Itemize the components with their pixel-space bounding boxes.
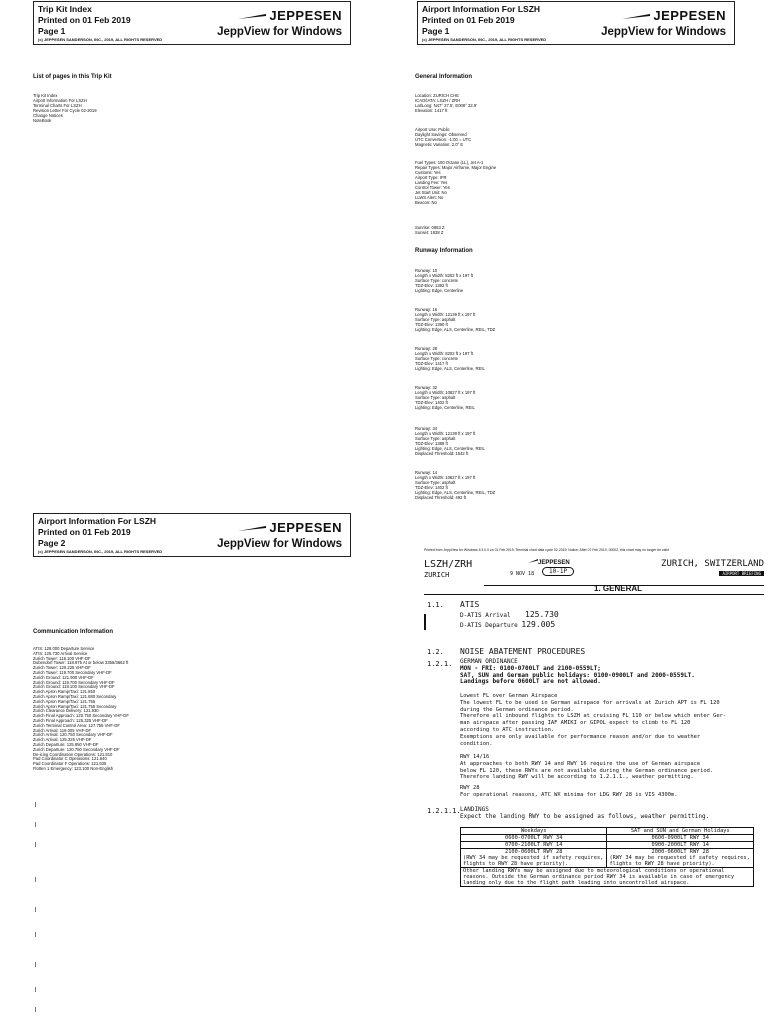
text-line: The lowest FL to be used in German airspace for arrivals at Zurich APT is FL 120 [460, 699, 720, 706]
info-line: Displaced Threshold: 1542 ft [415, 451, 469, 456]
brand-name: JEPPESEN [269, 8, 342, 23]
info-line: Length x Width: 12139 ft x 197 ft [415, 431, 476, 436]
info-line: Sunrise: 0653 Z [415, 225, 445, 230]
table-cell: 0600-0700LT RWY 34 [461, 835, 607, 842]
page-header [33, 1, 351, 45]
info-line: Landing Fee: Yes [415, 180, 448, 185]
page-title: Airport Information For LSZH [422, 4, 541, 14]
table-header-row [461, 828, 754, 835]
frequency-line: ATIS: 128.000 Departure Service [33, 646, 95, 651]
table-cell: 0900-2000LT RWY 14 [607, 842, 754, 849]
frequency-line: Zurich Arrival: 125.325 VHF-DF [33, 737, 92, 743]
text-line: according to ATC instruction. [460, 726, 555, 733]
frequency-line: Zurich Tower: 120.225 VHF-DF [33, 665, 91, 671]
page-number: Page 2 [38, 538, 66, 548]
runway-block [415, 346, 485, 371]
airport-id: LSZH/ZRH [424, 559, 473, 570]
swoosh-icon [238, 14, 266, 20]
subsection-heading: GERMAN ORDINANCE [460, 658, 518, 665]
info-line: Surface Type: asphalt [415, 317, 456, 322]
info-line: Surface Type: concrete [415, 278, 458, 283]
copyright: (c) JEPPESEN SANDERSON, INC., 2019, ALL RIGHTS RESERVED [38, 37, 163, 42]
margin-marks [35, 802, 37, 1022]
info-line: Location: ZURICH CHE [415, 93, 459, 98]
info-line: TDZ-Elev: 1388 ft [415, 441, 448, 446]
info-line: Lighting: Edge, ALS, Centerline, REIL, TDZ [415, 327, 496, 332]
info-line: Lighting: Edge, ALS, Centerline, REIL [415, 366, 485, 371]
info-line: Daylight Savings: Observed [415, 132, 467, 137]
section-title: List of pages in this Trip Kit [33, 74, 112, 80]
communication-section-title: Communication Information [33, 629, 113, 635]
text-line: man airspace after passing IAF AMIKI or GIPOL expect to climb to FL 120 [460, 720, 691, 727]
table-row [461, 842, 754, 849]
table-cell [461, 849, 607, 868]
product-name: JeppView for Windows [217, 26, 342, 38]
table-row [461, 868, 754, 887]
section-number: 1.2.1. [427, 660, 453, 668]
info-line: ICAO/IATA: LSZH / ZRH [415, 98, 461, 103]
section-heading: ATIS [460, 600, 480, 609]
info-line: Airport Use: Public [415, 127, 450, 132]
info-line: Runway: 28 [415, 346, 438, 351]
info-line: UTC Conversion: -1:00 = UTC [415, 137, 472, 142]
info-line: Runway: 14 [415, 470, 438, 475]
general-info [415, 225, 445, 235]
runway-block [415, 268, 473, 293]
text-line: At approaches to both RWY 14 and RWY 16 require the use of German airspace [460, 760, 701, 767]
printed-date: Printed on 01 Feb 2019 [38, 15, 131, 25]
info-line: Sunset: 1638 Z [415, 230, 444, 235]
table-cell: 0600-0900LT RWY 34 [607, 835, 754, 842]
text-line: below FL 120, these RWYs are not available during the German ordinance period. [460, 767, 714, 774]
general-info [415, 160, 496, 205]
frequency-line: Pad Coordinator F Operations: 121.635 [33, 761, 107, 767]
frequency-line: Zurich Final Approach: 125.325 VHF-DF [33, 717, 108, 723]
info-line: Runway: 10 [415, 268, 438, 273]
cell-line: (RWY 34 may be requested if safety requires, flights to RWY 28 have priority). [609, 855, 750, 867]
info-line: Control Tower: Yes [415, 185, 450, 190]
list-item: Change Notices [33, 113, 63, 118]
divider [424, 594, 764, 595]
section-number: 1.2. [427, 648, 444, 656]
list-item: Terminal Charts For LSZH [33, 103, 82, 108]
chart-page-number: 10-1P [542, 567, 574, 576]
page-number: Page 1 [38, 26, 66, 36]
general-info [415, 93, 477, 113]
frequency-line: Zurich Departure: 120.750 Secondary VHF-DF [33, 746, 120, 752]
jeppesen-logo [238, 8, 342, 23]
page-header [33, 513, 351, 557]
info-line: Surface Type: asphalt [415, 436, 456, 441]
page-title: Trip Kit Index [38, 4, 92, 14]
info-line: Lighting: Edge, Centerline, REIL [415, 405, 475, 410]
landing-runway-table [460, 827, 754, 887]
chart-section-title: 1. GENERAL [594, 584, 643, 593]
printed-date: Printed on 01 Feb 2019 [38, 527, 131, 537]
info-line: Length x Width: 10827 ft x 197 ft [415, 475, 476, 480]
atis-arrival-freq: 125.730 [525, 610, 559, 619]
text-line: Therefore landing RWY will be according to 1.2.1.1., weather permitting. [460, 774, 694, 781]
info-line: Surface Type: concrete [415, 356, 458, 361]
section-number: 1.1. [427, 601, 444, 609]
text-heading: Lowest FL over German Airspace [460, 693, 558, 699]
info-line: Runway: 32 [415, 385, 438, 390]
info-line: TDZ-Elev: 1417 ft [415, 361, 448, 366]
section-number: 1.2.1.1. [427, 807, 461, 815]
page-number: Page 1 [422, 26, 450, 36]
info-line: Lighting: Edge, Centerline [415, 288, 464, 293]
trip-kit-index-page [0, 0, 384, 512]
airport-info-page-2 [0, 512, 384, 1024]
info-line: Magnetic Variation: 2.0° E [415, 142, 464, 147]
info-line: Customs: Yes [415, 170, 441, 175]
subsection-heading: LANDINGS [460, 806, 489, 813]
frequency-line: Zurich Ground: 118.100 Secondary VHF-DF [33, 684, 115, 690]
general-info [415, 127, 471, 147]
info-line: TDZ-Elev: 1390 ft [415, 322, 448, 327]
frequency-line: Pad Coordinator C Operations: 121.640 [33, 756, 107, 762]
table-cell: 0700-2100LT RWY 14 [461, 842, 607, 849]
info-line: Length x Width: 8202 ft x 197 ft [415, 273, 473, 278]
list-item: Trip Kit Index [33, 93, 58, 98]
chart-brand-name: JEPPESEN [538, 560, 570, 566]
frequency-line: Zurich Tower: 118.100 VHF-DF [33, 655, 91, 661]
rwy-14-16-block [460, 754, 760, 781]
jeppesen-logo [238, 520, 342, 535]
frequency-line: Zurich Arrival: 118.005 VHF-DF [33, 727, 92, 733]
runway-block [415, 426, 485, 456]
list-item: Revision Letter For Cycle 02-2019 [33, 108, 97, 113]
info-line: Length x Width: 10827 ft x 197 ft [415, 390, 476, 395]
table-row [461, 849, 754, 868]
info-line: Surface Type: asphalt [415, 480, 456, 485]
info-line: Length x Width: 12139 ft x 197 ft [415, 312, 476, 317]
atis-frequencies [460, 610, 760, 630]
airport-info-page-1 [384, 0, 768, 512]
text-line: For operational reasons, ATC WX minima for LDG RWY 28 is VIS 4300m. [460, 791, 678, 798]
atis-arrival-label: D-ATIS Arrival [460, 612, 511, 619]
lowest-fl-block [460, 693, 760, 747]
copyright: (c) JEPPESEN SANDERSON, INC., 2019, ALL RIGHTS RESERVED [422, 37, 547, 42]
frequency-line: Zurich Final Approach: 120.750 Secondary VHF-DF [33, 713, 129, 719]
info-line: Lighting: Edge, ALS, Centerline, REIL [415, 446, 485, 451]
section-heading: NOISE ABATEMENT PROCEDURES [460, 647, 586, 656]
text-heading: RWY 14/16 [460, 754, 490, 760]
swoosh-icon [528, 559, 538, 564]
text-line: condition. [460, 740, 493, 747]
info-line: Lat/Long: N47° 27.5', E008° 32.9' [415, 103, 477, 108]
runway-section-title: Runway Information [415, 248, 473, 254]
swoosh-icon [622, 14, 650, 20]
atis-departure-freq: 129.005 [521, 620, 556, 629]
runway-block [415, 385, 475, 410]
text-line: Exemptions are only available for performance reason and/or due to weather [460, 733, 701, 740]
page-title: Airport Information For LSZH [38, 516, 157, 526]
swoosh-icon [238, 526, 266, 532]
brand-name: JEPPESEN [653, 8, 726, 23]
jeppesen-logo [622, 8, 726, 23]
info-line: Elevation: 1417 ft [415, 108, 448, 113]
info-line: Runway: 34 [415, 426, 438, 431]
cell-line: (RWY 34 may be requested if safety requires, flights to RWY 28 have priority). [463, 855, 604, 867]
info-line: TDZ-Elev: 1402 ft [415, 400, 448, 405]
rwy-28-block [460, 785, 760, 799]
info-line: Length x Width: 8202 ft x 197 ft [415, 351, 473, 356]
info-line: Beacon: No [415, 200, 437, 205]
frequency-line: Zurich Apron Ramp/Taxi: 121.755 Secondary [33, 703, 117, 709]
info-line: Lighting: Edge, ALS, Centerline, REIL, TDZ [415, 490, 496, 495]
frequency-line: Zurich Departure: 125.950 VHF-DF [33, 741, 99, 747]
trip-kit-list [33, 93, 97, 123]
frequency-line: ATIS: 125.730 Arrival Service [33, 650, 88, 656]
page-header [417, 1, 735, 45]
text-line: MON - FRI: 0100-0700LT and 2100-0559LT; [460, 664, 601, 672]
frequency-line: Zurich Apron Ramp/Taxi: 121.755 [33, 698, 96, 704]
german-ordinance [460, 659, 760, 686]
printed-notice: Printed from JeppView for Windows 5.3.0.0 on 01 Feb 2019; Terminal chart data cycle 02-2019; Notice: After 07 Feb 2019, 0000Z, this chart may no longer be valid [424, 548, 669, 552]
frequency-line: Dubendorf Tower: 118.975 At or below 3358/3662 ft [33, 660, 129, 666]
info-line: Surface Type: asphalt [415, 395, 456, 400]
chart-place: ZURICH, SWITZERLAND [661, 559, 764, 569]
runway-block [415, 470, 495, 500]
frequency-line: Flotten 1 Emergency: 123.100 Non-English [33, 765, 114, 771]
landings-block [460, 807, 760, 821]
frequency-line: Zurich Apron Ramp/Taxi: 121.880 Secondary [33, 693, 117, 699]
info-line: Runway: 16 [415, 307, 438, 312]
table-row [461, 835, 754, 842]
info-line: TDZ-Elev: 1392 ft [415, 283, 448, 288]
cell-line: 2100-0600LT RWY 28 [505, 849, 563, 855]
text-line: Expect the landing RWY to be assigned as follows, weather permitting. [460, 812, 710, 820]
frequency-line: Zurich Arrival: 120.750 Secondary VHF-DF [33, 732, 113, 738]
product-name: JeppView for Windows [601, 26, 726, 38]
frequency-line: De-icing Coordination Operations: 121.810 [33, 751, 113, 757]
atis-departure-label: D-ATIS Departure [460, 622, 518, 629]
frequency-line: Zurich Apron Ramp/Taxi: 121.850 [33, 689, 96, 695]
chart-tag: AIRPORT BRIEFING [719, 571, 764, 576]
brand-name: JEPPESEN [269, 520, 342, 535]
airport-city: ZURICH [424, 571, 450, 579]
text-line: Landings before 0600LT are not allowed. [460, 678, 601, 686]
chart-page [424, 556, 764, 1024]
info-line: LLWS Alert: No [415, 195, 444, 200]
column-header: SAT and SUN and German Holidays [607, 828, 754, 835]
text-line: during the German ordinance period. [460, 706, 574, 713]
text-heading: RWY 28 [460, 785, 480, 791]
info-line: TDZ-Elev: 1402 ft [415, 485, 448, 490]
text-line: Therefore all inbound flights to LSZH at cruising FL 110 or below which enter Ger- [460, 713, 727, 720]
info-line: Displaced Threshold: 492 ft [415, 495, 466, 500]
text-line: SAT, SUN and German public holidays: 0100-0900LT and 2000-0559LT. [460, 671, 695, 679]
info-line: Repair Types: Major Airframe, Major Engine [415, 165, 497, 170]
general-section-title: General Information [415, 74, 473, 80]
info-line: Fuel Types: 100 Octane (LL), Jet A-1 [415, 160, 484, 165]
frequency-line: Zurich Clearance Delivery: 121.930 [33, 708, 99, 714]
product-name: JeppView for Windows [217, 538, 342, 550]
runway-block [415, 307, 495, 332]
airport-briefing-chart [384, 512, 768, 1024]
frequency-line: Zurich Terminal Control Area: 127.755 VHF-DF [33, 722, 120, 728]
chart-date: 9 NOV 18 [510, 571, 535, 577]
frequency-list [33, 647, 129, 772]
frequency-line: Zurich Ground: 119.700 Secondary VHF-DF [33, 679, 115, 685]
table-cell [607, 849, 754, 868]
list-item: Airport Information For LSZH [33, 98, 87, 103]
cell-line: 2000-0600LT RWY 28 [651, 849, 709, 855]
table-note: Other landing RWYs may be assigned due to meteorological conditions or operational reasons. Outside the German ordinance period RWY 34 is available in case of emergency landing only due to the flight path leading into uncontrolled airspace. [461, 868, 754, 887]
frequency-line: Zurich Ground: 121.900 VHF-DF [33, 674, 94, 680]
change-bar [424, 614, 426, 630]
info-line: Jet Start Unit: No [415, 190, 447, 195]
list-item: NoteBook [33, 118, 52, 123]
copyright: (c) JEPPESEN SANDERSON, INC., 2019, ALL RIGHTS RESERVED [38, 549, 163, 554]
frequency-line: Zurich Tower: 119.700 Secondary VHF-DF [33, 669, 112, 675]
column-header: Weekdays [461, 828, 607, 835]
chart-brand [528, 559, 570, 566]
info-line: Airport Type: IFR [415, 175, 447, 180]
printed-date: Printed on 01 Feb 2019 [422, 15, 515, 25]
